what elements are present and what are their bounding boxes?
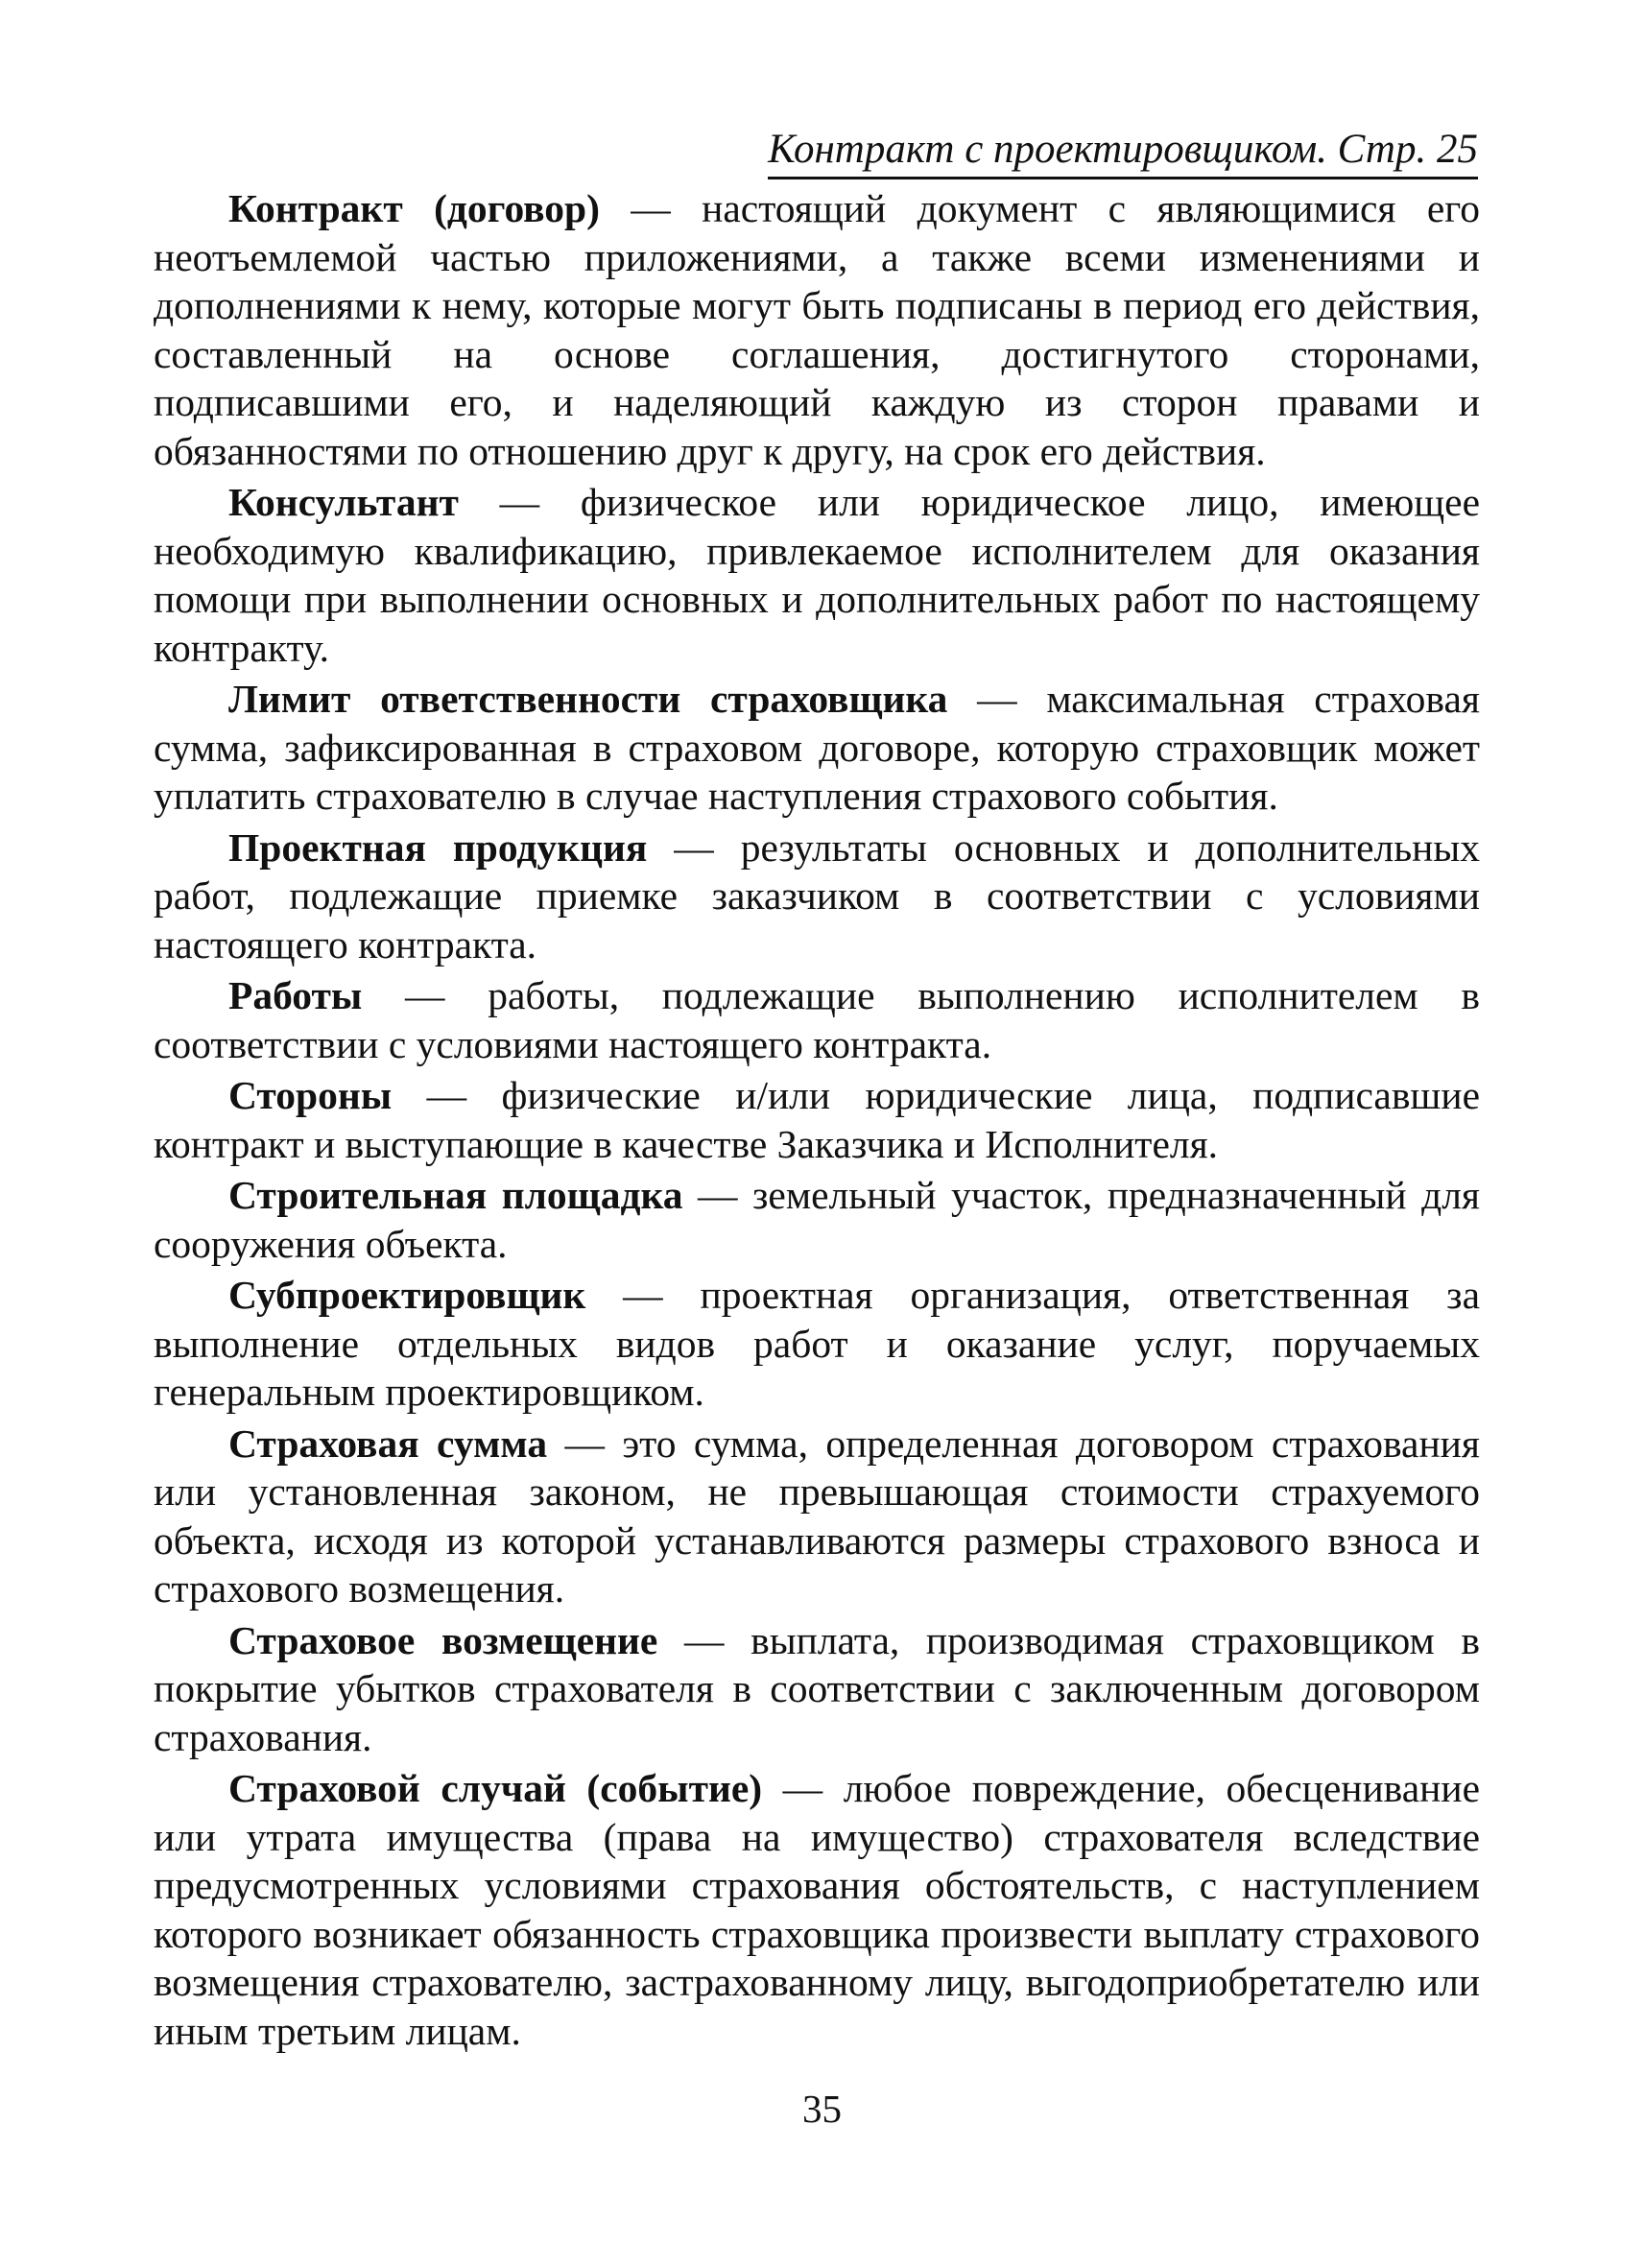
glossary-term: Контракт (договор)	[228, 186, 600, 230]
glossary-term: Стороны	[228, 1073, 393, 1117]
glossary-term: Страховая сумма	[228, 1420, 548, 1466]
glossary-entry	[154, 971, 1480, 1068]
glossary-definition: — это сумма, определенная договором страхования или установленная законом, не превышающая стоимости страхуемого объекта, исходя из которой устанавливаются размеры страхового взноса и страхового возмещения.	[154, 1420, 1480, 1611]
glossary-entry	[154, 1271, 1480, 1417]
glossary-definition: — результаты основных и дополнительных работ, подлежащие приемке заказчиком в соответствии с условиями настоящего контракта.	[154, 824, 1480, 967]
glossary-entry	[154, 478, 1480, 672]
glossary-definition: — выплата, производимая страховщиком в покрытие убытков страхователя в соответствии с заключенным договором страхования.	[154, 1617, 1480, 1759]
glossary-term: Страховой случай (событие)	[228, 1766, 763, 1810]
glossary-entry	[154, 1071, 1480, 1168]
glossary-entry	[154, 824, 1480, 969]
running-head	[154, 125, 1478, 179]
glossary-entry	[154, 675, 1480, 821]
glossary-term: Страховое возмещение	[228, 1617, 658, 1662]
glossary-entry	[154, 1420, 1480, 1613]
glossary-entry	[154, 184, 1480, 475]
glossary-term: Работы	[228, 973, 363, 1017]
glossary-term: Консультант	[228, 480, 459, 524]
glossary-body	[154, 184, 1480, 2058]
glossary-definition: — максимальная страховая сумма, зафиксированная в страховом договоре, которую страховщик может уплатить страхователю в случае наступления страхового события.	[154, 677, 1480, 818]
glossary-definition: — любое повреждение, обесценивание или утрата имущества (права на имущество) страхователя вследствие предусмотренных условиями страхования обстоятельств, с наступлением которого возникает обязанность страховщика произвести выплату страхового возмещения страхователю, застрахованному лицу, выгодоприобретателю или иным третьим лицам.	[154, 1766, 1480, 2053]
glossary-term: Субпроектировщик	[228, 1273, 586, 1317]
glossary-term: Проектная продукция	[228, 824, 648, 870]
glossary-entry	[154, 1171, 1480, 1268]
glossary-definition: — земельный участок, предназначенный для сооружения объекта.	[154, 1173, 1480, 1266]
glossary-definition: — работы, подлежащие выполнению исполнителем в соответствии с условиями настоящего контракта.	[154, 973, 1480, 1066]
glossary-entry	[154, 1616, 1480, 1762]
running-head-text: Контракт с проектировщиком. Стр. 25	[768, 125, 1478, 179]
glossary-term: Лимит ответственности страховщика	[228, 677, 948, 721]
glossary-entry	[154, 1764, 1480, 2055]
glossary-definition: — настоящий документ с являющимися его неотъемлемой частью приложениями, а также всеми изменениями и дополнениями к нему, которые могут быть подписаны в период его действия, составленный на основе соглашения, достигнутого сторонами, подписавшими его, и наделяющий каждую из сторон правами и обязанностями по отношению друг к другу, на срок его действия.	[154, 186, 1480, 473]
glossary-definition: — физическое или юридическое лицо, имеющее необходимую квалификацию, привлекаемое исполнителем для оказания помощи при выполнении основных и дополнительных работ по настоящему контракту.	[154, 480, 1480, 670]
page-number: 35	[802, 2087, 842, 2131]
glossary-definition: — проектная организация, ответственная за выполнение отдельных видов работ и оказание услуг, поручаемых генеральным проектировщиком.	[154, 1273, 1480, 1414]
glossary-term: Строительная площадка	[228, 1173, 683, 1217]
glossary-definition: — физические и/или юридические лица, подписавшие контракт и выступающие в качестве Заказчика и Исполнителя.	[154, 1073, 1480, 1166]
